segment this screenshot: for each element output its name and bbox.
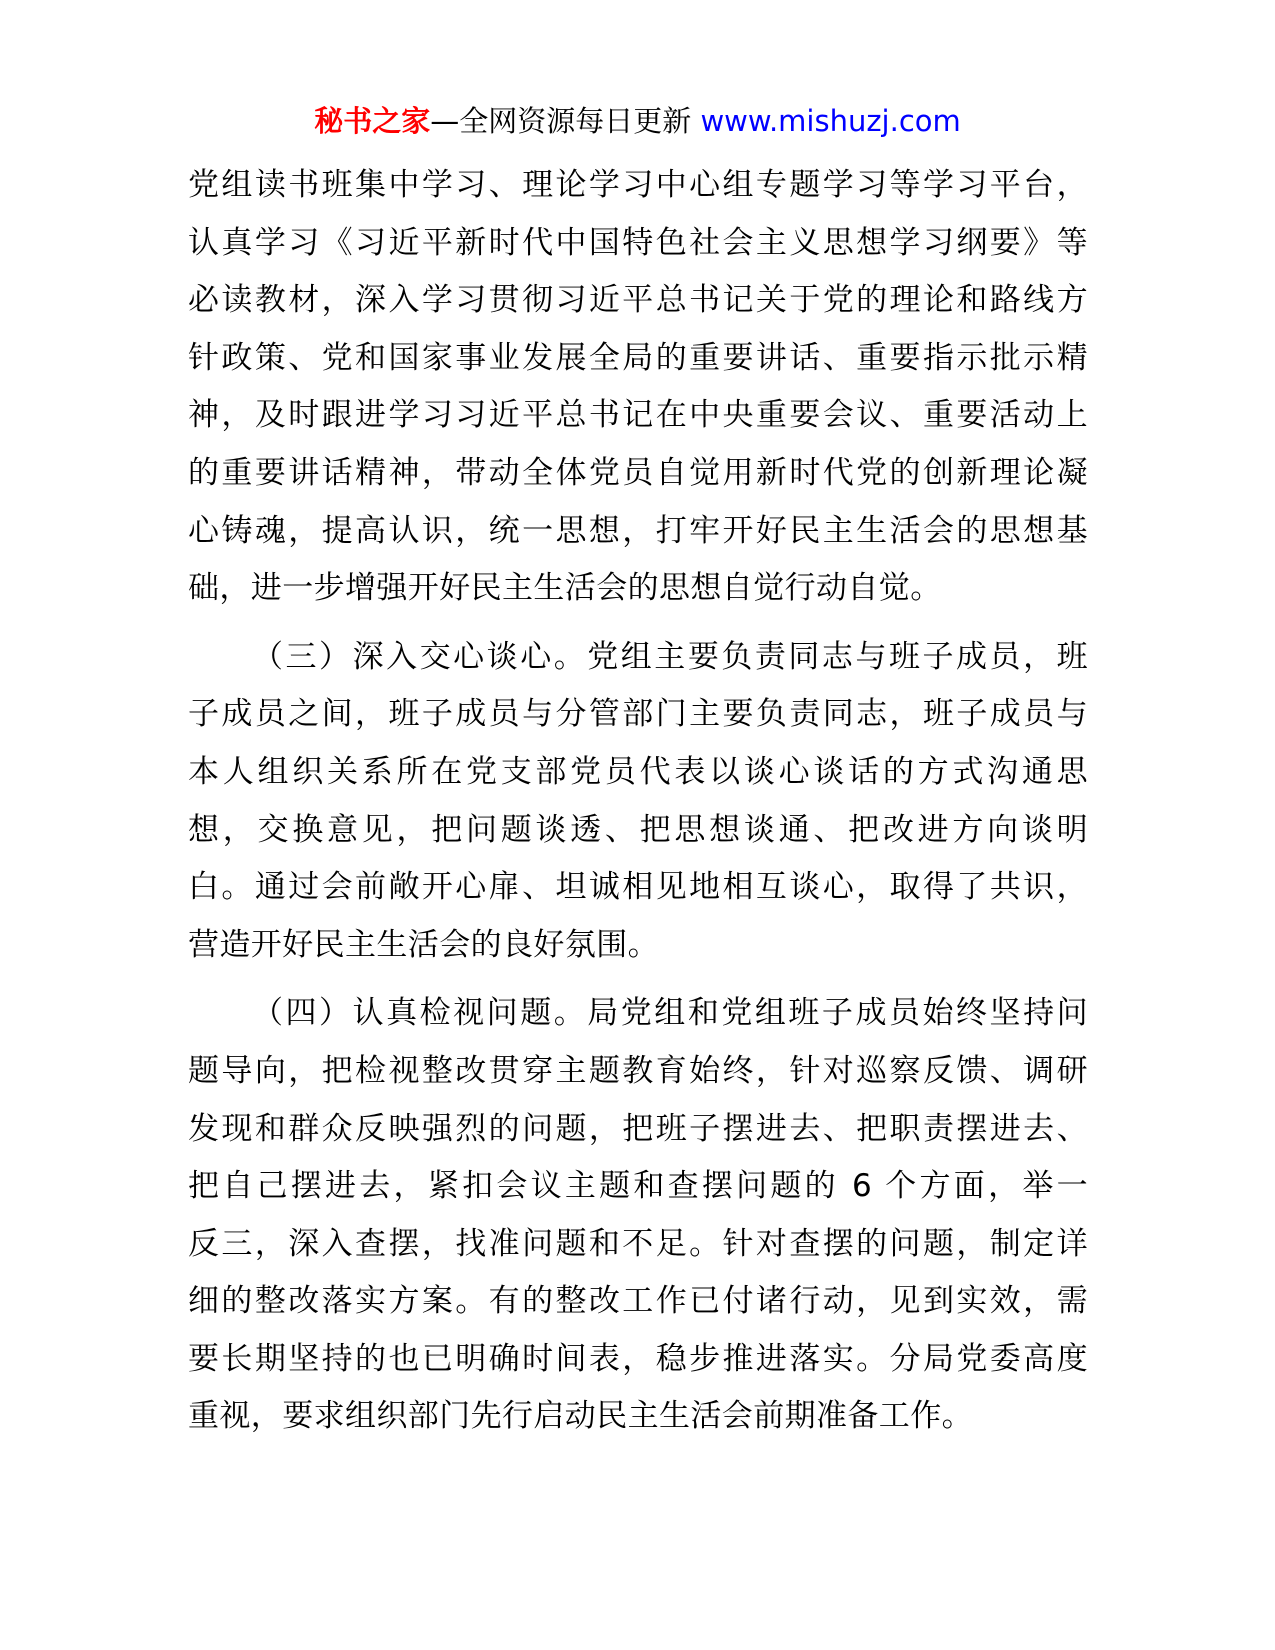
- brand-name: 秘书之家: [314, 104, 431, 138]
- text-line: （三）深入交心谈心。党组主要负责同志与班子成员，班: [252, 638, 1088, 675]
- text-line: 针政策、党和国家事业发展全局的重要讲话、重要指示批示精: [188, 339, 1088, 376]
- text-line: 党组读书班集中学习、理论学习中心组专题学习等学习平台，: [188, 167, 1088, 203]
- document-body: [188, 157, 1088, 1446]
- text-line: 题导向，把检视整改贯穿主题教育始终，针对巡察反馈、调研: [188, 1052, 1088, 1089]
- text-line: 细的整改落实方案。有的整改工作已付诸行动，见到实效，需: [188, 1283, 1088, 1320]
- text-line: 本人组织关系所在党支部党员代表以谈心谈话的方式沟通思: [188, 753, 1088, 790]
- paragraph-inspect-problems: [188, 985, 1088, 1446]
- paragraph-spacer: [188, 618, 1088, 629]
- paragraph-study: [188, 157, 1088, 618]
- text-line: 心铸魂，提高认识，统一思想，打牢开好民主生活会的思想基: [188, 512, 1088, 549]
- text-line: 认真学习《习近平新时代中国特色社会主义思想学习纲要》等: [188, 224, 1088, 261]
- text-line: 神，及时跟进学习习近平总书记在中央重要会议、重要活动上: [188, 397, 1088, 434]
- site-header: [0, 101, 1275, 141]
- text-line: 必读教材，深入学习贯彻习近平总书记关于党的理论和路线方: [188, 282, 1088, 319]
- header-tagline: —全网资源每日更新: [430, 104, 701, 138]
- text-line: （四）认真检视问题。局党组和党组班子成员始终坚持问: [252, 995, 1088, 1032]
- text-line: 发现和群众反映强烈的问题，把班子摆进去、把职责摆进去、: [188, 1110, 1088, 1147]
- text-line: 子成员之间，班子成员与分管部门主要负责同志，班子成员与: [188, 696, 1088, 733]
- text-line: 础，进一步增强开好民主生活会的思想自觉行动自觉。: [188, 570, 942, 607]
- text-line: 营造开好民主生活会的良好氛围。: [188, 926, 659, 963]
- text-line: 的重要讲话精神，带动全体党员自觉用新时代党的创新理论凝: [188, 454, 1088, 491]
- paragraph-spacer: [188, 974, 1088, 985]
- text-line: 把自己摆进去，紧扣会议主题和查摆问题的 6 个方面，举一: [188, 1168, 1088, 1205]
- text-line: 重视，要求组织部门先行启动民主生活会前期准备工作。: [188, 1398, 973, 1435]
- text-line: 要长期坚持的也已明确时间表，稳步推进落实。分局党委高度: [188, 1340, 1088, 1377]
- text-line: 白。通过会前敞开心扉、坦诚相见地相互谈心，取得了共识，: [188, 869, 1088, 906]
- text-line: 反三，深入查摆，找准问题和不足。针对查摆的问题，制定详: [188, 1225, 1088, 1262]
- text-line: 想，交换意见，把问题谈透、把思想谈通、把改进方向谈明: [188, 811, 1088, 848]
- site-url-link[interactable]: www.mishuzj.com: [700, 104, 961, 138]
- paragraph-heart-to-heart: [188, 629, 1088, 975]
